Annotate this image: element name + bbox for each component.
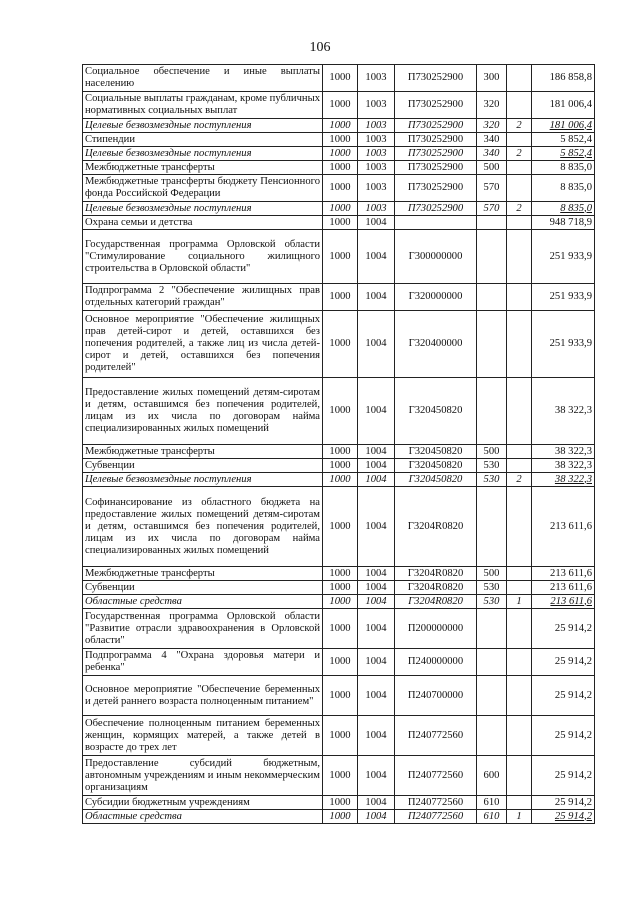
row-amount-cell: 251 933,9 <box>532 311 595 378</box>
row-target-article-cell: П240772560 <box>395 796 477 810</box>
row-section-cell: 1000 <box>323 609 358 649</box>
row-expense-type-cell: 500 <box>477 567 507 581</box>
row-source-cell: 2 <box>507 473 532 487</box>
row-expense-type-cell: 570 <box>477 202 507 216</box>
row-amount-cell: 25 914,2 <box>532 609 595 649</box>
row-subsection-cell: 1003 <box>358 119 395 133</box>
row-source-cell <box>507 756 532 796</box>
row-name-cell: Стипендии <box>83 133 323 147</box>
row-target-article-cell <box>395 216 477 230</box>
row-subsection-cell: 1004 <box>358 756 395 796</box>
row-target-article-cell: П730252900 <box>395 65 477 92</box>
page-number: 106 <box>309 40 331 55</box>
row-subsection-cell: 1003 <box>358 65 395 92</box>
row-target-article-cell: Г320450820 <box>395 445 477 459</box>
row-target-article-cell: П240700000 <box>395 676 477 716</box>
row-section-cell: 1000 <box>323 676 358 716</box>
row-section-cell: 1000 <box>323 119 358 133</box>
table-row <box>83 378 595 445</box>
row-expense-type-cell: 500 <box>477 445 507 459</box>
row-name-cell: Субвенции <box>83 459 323 473</box>
row-amount-cell: 38 322,3 <box>532 473 595 487</box>
row-section-cell: 1000 <box>323 716 358 756</box>
row-expense-type-cell: 610 <box>477 810 507 824</box>
row-amount-cell: 948 718,9 <box>532 216 595 230</box>
row-subsection-cell: 1004 <box>358 378 395 445</box>
table-row <box>83 133 595 147</box>
row-amount-cell: 5 852,4 <box>532 133 595 147</box>
row-target-article-cell: П730252900 <box>395 202 477 216</box>
table-row <box>83 716 595 756</box>
row-source-cell: 1 <box>507 810 532 824</box>
row-section-cell: 1000 <box>323 92 358 119</box>
row-subsection-cell: 1003 <box>358 133 395 147</box>
table-row <box>83 567 595 581</box>
row-expense-type-cell: 570 <box>477 175 507 202</box>
row-name-cell: Предоставление субсидий бюджетным, автономным учреждениям и иным некоммерческим организациям <box>83 756 323 796</box>
row-source-cell: 2 <box>507 147 532 161</box>
row-expense-type-cell <box>477 487 507 567</box>
row-source-cell <box>507 445 532 459</box>
row-target-article-cell: П240772560 <box>395 716 477 756</box>
row-expense-type-cell <box>477 716 507 756</box>
row-target-article-cell: П730252900 <box>395 133 477 147</box>
row-amount-cell: 213 611,6 <box>532 581 595 595</box>
row-source-cell <box>507 216 532 230</box>
row-subsection-cell: 1003 <box>358 175 395 202</box>
row-target-article-cell: Г3204R0820 <box>395 595 477 609</box>
table-row <box>83 609 595 649</box>
row-expense-type-cell <box>477 649 507 676</box>
row-name-cell: Предоставление жилых помещений детям-сиротам и детям, оставшимся без попечения родителей, лицам из их числа по договорам найма специализированных жилых помещений <box>83 378 323 445</box>
row-source-cell <box>507 487 532 567</box>
row-name-cell: Субвенции <box>83 581 323 595</box>
row-expense-type-cell: 340 <box>477 147 507 161</box>
row-name-cell: Государственная программа Орловской области "Развитие отрасли здравоохранения в Орловской области" <box>83 609 323 649</box>
row-name-cell: Основное мероприятие "Обеспечение жилищных прав детей-сирот и детей, оставшихся без попечения родителей, а также лиц из числа детей-сирот и детей, оставшихся без попечения родителей" <box>83 311 323 378</box>
row-subsection-cell: 1004 <box>358 595 395 609</box>
row-name-cell: Социальное обеспечение и иные выплаты населению <box>83 65 323 92</box>
table-row <box>83 796 595 810</box>
row-amount-cell: 181 006,4 <box>532 119 595 133</box>
row-section-cell: 1000 <box>323 649 358 676</box>
row-name-cell: Подпрограмма 4 "Охрана здоровья матери и ребенка" <box>83 649 323 676</box>
row-source-cell <box>507 311 532 378</box>
table-row <box>83 216 595 230</box>
row-target-article-cell: Г300000000 <box>395 230 477 284</box>
row-expense-type-cell <box>477 311 507 378</box>
row-source-cell <box>507 567 532 581</box>
row-amount-cell: 5 852,4 <box>532 147 595 161</box>
row-amount-cell: 25 914,2 <box>532 676 595 716</box>
row-name-cell: Софинансирование из областного бюджета на предоставление жилых помещений детям-сиротам и детям, оставшимся без попечения родителей, лицам из их числа по договорам найма специализированных жилых помещений <box>83 487 323 567</box>
row-subsection-cell: 1004 <box>358 567 395 581</box>
row-amount-cell: 251 933,9 <box>532 230 595 284</box>
row-subsection-cell: 1004 <box>358 487 395 567</box>
table-row <box>83 649 595 676</box>
row-expense-type-cell: 530 <box>477 581 507 595</box>
row-section-cell: 1000 <box>323 756 358 796</box>
row-target-article-cell: П240772560 <box>395 756 477 796</box>
row-section-cell: 1000 <box>323 810 358 824</box>
row-expense-type-cell: 610 <box>477 796 507 810</box>
row-expense-type-cell: 320 <box>477 119 507 133</box>
table-row <box>83 810 595 824</box>
row-amount-cell: 25 914,2 <box>532 716 595 756</box>
row-name-cell: Целевые безвозмездные поступления <box>83 147 323 161</box>
row-source-cell <box>507 92 532 119</box>
table-row <box>83 147 595 161</box>
row-amount-cell: 25 914,2 <box>532 810 595 824</box>
row-expense-type-cell: 530 <box>477 459 507 473</box>
row-amount-cell: 38 322,3 <box>532 459 595 473</box>
row-section-cell: 1000 <box>323 133 358 147</box>
row-expense-type-cell: 340 <box>477 133 507 147</box>
row-name-cell: Межбюджетные трансферты бюджету Пенсионного фонда Российской Федерации <box>83 175 323 202</box>
row-subsection-cell: 1004 <box>358 311 395 378</box>
row-target-article-cell: П730252900 <box>395 175 477 202</box>
row-name-cell: Подпрограмма 2 "Обеспечение жилищных прав отдельных категорий граждан" <box>83 284 323 311</box>
row-source-cell <box>507 161 532 175</box>
table-row <box>83 487 595 567</box>
row-amount-cell: 181 006,4 <box>532 92 595 119</box>
table-row <box>83 311 595 378</box>
row-target-article-cell: Г3204R0820 <box>395 581 477 595</box>
row-amount-cell: 8 835,0 <box>532 161 595 175</box>
table-row <box>83 202 595 216</box>
row-amount-cell: 25 914,2 <box>532 796 595 810</box>
row-subsection-cell: 1004 <box>358 609 395 649</box>
row-expense-type-cell <box>477 216 507 230</box>
row-section-cell: 1000 <box>323 595 358 609</box>
table-row <box>83 161 595 175</box>
row-subsection-cell: 1004 <box>358 676 395 716</box>
row-name-cell: Целевые безвозмездные поступления <box>83 119 323 133</box>
row-source-cell <box>507 459 532 473</box>
row-section-cell: 1000 <box>323 161 358 175</box>
budget-table-body <box>83 65 595 824</box>
row-name-cell: Охрана семьи и детства <box>83 216 323 230</box>
row-subsection-cell: 1004 <box>358 284 395 311</box>
row-name-cell: Целевые безвозмездные поступления <box>83 202 323 216</box>
row-section-cell: 1000 <box>323 284 358 311</box>
row-expense-type-cell <box>477 230 507 284</box>
row-name-cell: Субсидии бюджетным учреждениям <box>83 796 323 810</box>
row-source-cell <box>507 230 532 284</box>
row-section-cell: 1000 <box>323 567 358 581</box>
row-subsection-cell: 1003 <box>358 92 395 119</box>
row-name-cell: Целевые безвозмездные поступления <box>83 473 323 487</box>
row-source-cell <box>507 609 532 649</box>
row-subsection-cell: 1004 <box>358 230 395 284</box>
row-source-cell: 2 <box>507 119 532 133</box>
row-section-cell: 1000 <box>323 230 358 284</box>
row-target-article-cell: Г3204R0820 <box>395 567 477 581</box>
table-row <box>83 756 595 796</box>
row-subsection-cell: 1004 <box>358 581 395 595</box>
row-name-cell: Социальные выплаты гражданам, кроме публичных нормативных социальных выплат <box>83 92 323 119</box>
table-row <box>83 676 595 716</box>
row-expense-type-cell <box>477 284 507 311</box>
row-source-cell <box>507 581 532 595</box>
row-target-article-cell: Г320000000 <box>395 284 477 311</box>
row-section-cell: 1000 <box>323 175 358 202</box>
table-row <box>83 92 595 119</box>
row-subsection-cell: 1003 <box>358 147 395 161</box>
row-amount-cell: 213 611,6 <box>532 487 595 567</box>
row-source-cell <box>507 65 532 92</box>
row-section-cell: 1000 <box>323 473 358 487</box>
row-amount-cell: 213 611,6 <box>532 567 595 581</box>
row-target-article-cell: П730252900 <box>395 147 477 161</box>
row-target-article-cell: Г320400000 <box>395 311 477 378</box>
row-section-cell: 1000 <box>323 216 358 230</box>
table-row <box>83 230 595 284</box>
row-source-cell <box>507 649 532 676</box>
row-section-cell: 1000 <box>323 487 358 567</box>
row-source-cell <box>507 676 532 716</box>
row-section-cell: 1000 <box>323 65 358 92</box>
row-expense-type-cell: 300 <box>477 65 507 92</box>
row-amount-cell: 213 611,6 <box>532 595 595 609</box>
row-subsection-cell: 1004 <box>358 445 395 459</box>
row-section-cell: 1000 <box>323 445 358 459</box>
row-target-article-cell: Г320450820 <box>395 378 477 445</box>
row-amount-cell: 8 835,0 <box>532 202 595 216</box>
row-section-cell: 1000 <box>323 311 358 378</box>
table-row <box>83 175 595 202</box>
budget-table <box>82 64 595 824</box>
row-subsection-cell: 1003 <box>358 161 395 175</box>
row-subsection-cell: 1004 <box>358 473 395 487</box>
row-subsection-cell: 1004 <box>358 216 395 230</box>
row-target-article-cell: П730252900 <box>395 161 477 175</box>
row-amount-cell: 38 322,3 <box>532 445 595 459</box>
row-source-cell <box>507 378 532 445</box>
row-name-cell: Государственная программа Орловской области "Стимулирование социального жилищного строительства в Орловской области" <box>83 230 323 284</box>
row-expense-type-cell: 320 <box>477 92 507 119</box>
table-row <box>83 65 595 92</box>
row-name-cell: Межбюджетные трансферты <box>83 161 323 175</box>
row-target-article-cell: П240772560 <box>395 810 477 824</box>
row-subsection-cell: 1004 <box>358 810 395 824</box>
table-row <box>83 595 595 609</box>
row-section-cell: 1000 <box>323 459 358 473</box>
row-name-cell: Областные средства <box>83 810 323 824</box>
row-source-cell <box>507 716 532 756</box>
table-row <box>83 581 595 595</box>
row-expense-type-cell <box>477 609 507 649</box>
row-target-article-cell: Г3204R0820 <box>395 487 477 567</box>
row-subsection-cell: 1003 <box>358 202 395 216</box>
row-expense-type-cell: 530 <box>477 595 507 609</box>
row-expense-type-cell: 530 <box>477 473 507 487</box>
row-expense-type-cell <box>477 378 507 445</box>
row-target-article-cell: П240000000 <box>395 649 477 676</box>
row-amount-cell: 186 858,8 <box>532 65 595 92</box>
row-target-article-cell: Г320450820 <box>395 473 477 487</box>
row-name-cell: Межбюджетные трансферты <box>83 567 323 581</box>
row-subsection-cell: 1004 <box>358 649 395 676</box>
row-target-article-cell: П200000000 <box>395 609 477 649</box>
row-amount-cell: 25 914,2 <box>532 756 595 796</box>
row-source-cell <box>507 133 532 147</box>
table-row <box>83 284 595 311</box>
row-amount-cell: 25 914,2 <box>532 649 595 676</box>
row-section-cell: 1000 <box>323 796 358 810</box>
row-source-cell: 1 <box>507 595 532 609</box>
row-target-article-cell: П730252900 <box>395 92 477 119</box>
row-expense-type-cell: 600 <box>477 756 507 796</box>
row-name-cell: Обеспечение полноценным питанием беременных женщин, кормящих матерей, а также детей в возрасте до трех лет <box>83 716 323 756</box>
row-amount-cell: 251 933,9 <box>532 284 595 311</box>
row-section-cell: 1000 <box>323 378 358 445</box>
row-subsection-cell: 1004 <box>358 716 395 756</box>
row-expense-type-cell: 500 <box>477 161 507 175</box>
row-name-cell: Областные средства <box>83 595 323 609</box>
row-section-cell: 1000 <box>323 147 358 161</box>
row-name-cell: Основное мероприятие "Обеспечение беременных и детей раннего возраста полноценным питанием" <box>83 676 323 716</box>
table-row <box>83 473 595 487</box>
table-row <box>83 445 595 459</box>
row-name-cell: Межбюджетные трансферты <box>83 445 323 459</box>
row-expense-type-cell <box>477 676 507 716</box>
row-amount-cell: 38 322,3 <box>532 378 595 445</box>
row-section-cell: 1000 <box>323 581 358 595</box>
row-amount-cell: 8 835,0 <box>532 175 595 202</box>
row-source-cell <box>507 796 532 810</box>
row-source-cell <box>507 284 532 311</box>
table-row <box>83 459 595 473</box>
row-source-cell: 2 <box>507 202 532 216</box>
row-subsection-cell: 1004 <box>358 459 395 473</box>
row-source-cell <box>507 175 532 202</box>
table-row <box>83 119 595 133</box>
row-section-cell: 1000 <box>323 202 358 216</box>
row-target-article-cell: Г320450820 <box>395 459 477 473</box>
row-target-article-cell: П730252900 <box>395 119 477 133</box>
row-subsection-cell: 1004 <box>358 796 395 810</box>
